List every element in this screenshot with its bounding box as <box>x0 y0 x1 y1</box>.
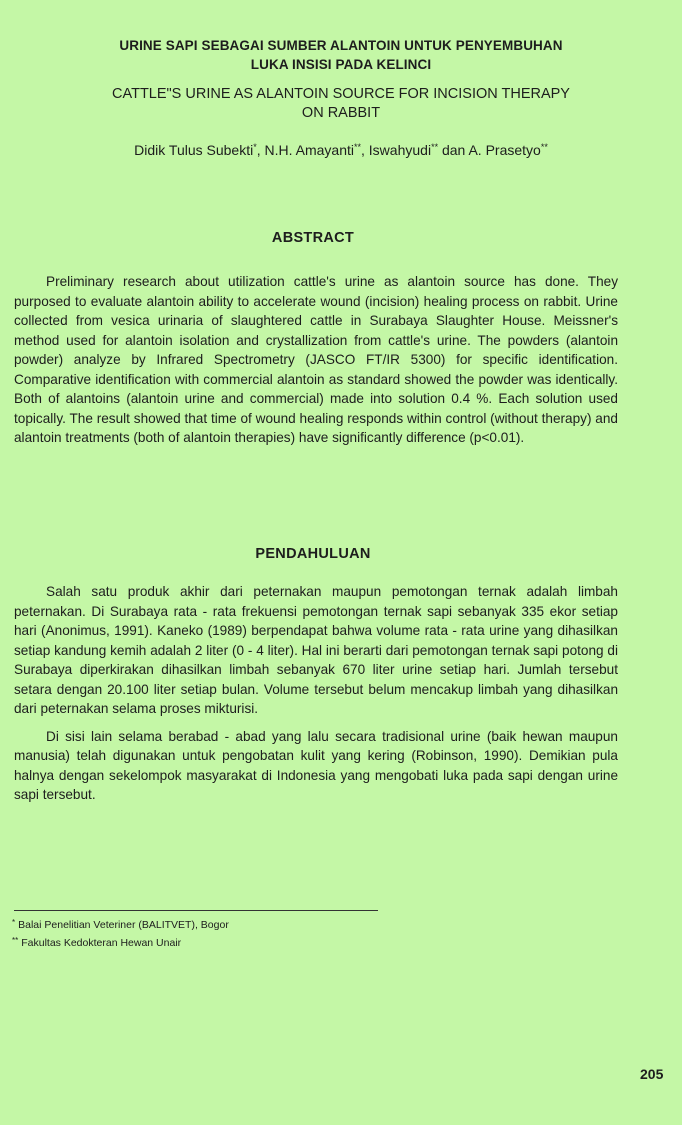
author-affiliation-mark: ** <box>431 142 439 152</box>
author-name: A. Prasetyo <box>468 142 541 158</box>
author-affiliation-mark: * <box>253 142 257 152</box>
author-name: Didik Tulus Subekti <box>134 142 254 158</box>
author-name: N.H. Amayanti <box>264 142 354 158</box>
footnotes <box>12 916 229 952</box>
footnote-mark: * <box>12 918 16 927</box>
footnote-item <box>12 916 229 934</box>
footnote-text: Fakultas Kedokteran Hewan Unair <box>21 937 182 949</box>
pendahuluan-body <box>14 582 618 805</box>
footnote-divider <box>14 910 378 911</box>
footnote-item <box>12 934 229 952</box>
author-separator: , <box>256 142 265 158</box>
abstract-heading: ABSTRACT <box>271 230 355 246</box>
footnote-mark: ** <box>12 936 19 945</box>
title-english <box>0 85 682 123</box>
author-affiliation-mark: ** <box>354 142 362 152</box>
title-indonesian <box>0 36 682 74</box>
title-indonesian-line1: URINE SAPI SEBAGAI SUMBER ALANTOIN UNTUK PENYEMBUHAN <box>119 38 563 53</box>
pendahuluan-heading: PENDAHULUAN <box>255 546 371 562</box>
page-number: 205 <box>640 1066 664 1082</box>
author-separator: , <box>361 142 369 158</box>
title-block <box>0 36 682 159</box>
author-separator: dan <box>438 142 469 158</box>
pendahuluan-paragraph-2: Di sisi lain selama berabad - abad yang lalu secara tradisional urine (baik hewan maupun manusia) telah digunakan untuk pengobatan kulit yang kering (Robinson, 1990). Demikian pula halnya dengan sekelompok masyarakat di Indonesia yang mengobati luka pada sapi dengan urine sapi tersebut. <box>14 728 618 802</box>
author-affiliation-mark: ** <box>540 142 548 152</box>
abstract-body <box>14 272 618 448</box>
footnote-text: Balai Penelitian Veteriner (BALITVET), Bogor <box>18 919 229 931</box>
author-name: Iswahyudi <box>368 142 432 158</box>
title-english-line1: CATTLE"S URINE AS ALANTOIN SOURCE FOR INCISION THERAPY <box>112 86 570 102</box>
author-list <box>0 141 682 159</box>
pendahuluan-paragraph-1: Salah satu produk akhir dari peternakan maupun pemotongan ternak adalah limbah peternakan. Di Surabaya rata - rata frekuensi pemotongan ternak sapi sebanyak 335 ekor setiap hari (Anonimus, 1991). Kaneko (1989) berpendapat bahwa volume rata - rata urine yang dihasilkan setiap kandung kemih adalah 2 liter (0 - 4 liter). Hal ini berarti dari pemotongan ternak sapi potong di Surabaya diperkirakan dihasilkan limbah sebanyak 670 liter urine setiap hari. Jumlah tersebut setara dengan 20.100 liter setiap bulan. Volume tersebut belum mencakup limbah yang dihasilkan dari peternakan selama proses mikturisi. <box>14 584 618 716</box>
abstract-paragraph: Preliminary research about utilization cattle's urine as alantoin source has done. They purposed to evaluate alantoin ability to accelerate wound (incision) healing process on rabbit. Urine collected from vesica urinaria of slaughtered cattle in Surabaya Slaughter House. Meissner's method used for alantoin isolation and crystallization from cattle's urine. The powders (alantoin powder) analyze by Infrared Spectrometry (JASCO FT/IR 5300) for specific identification. Comparative identification with commercial alantoin as standard showed the powder was identically. Both of alantoins (alantoin urine and commercial) made into solution 0.4 %. Each solution used topically. The result showed that time of wound healing responds within control (without therapy) and alantoin treatments (both of alantoin therapies) have significantly difference (p<0.01). <box>14 274 618 445</box>
title-english-line2: ON RABBIT <box>301 105 381 121</box>
title-indonesian-line2: LUKA INSISI PADA KELINCI <box>250 57 432 72</box>
